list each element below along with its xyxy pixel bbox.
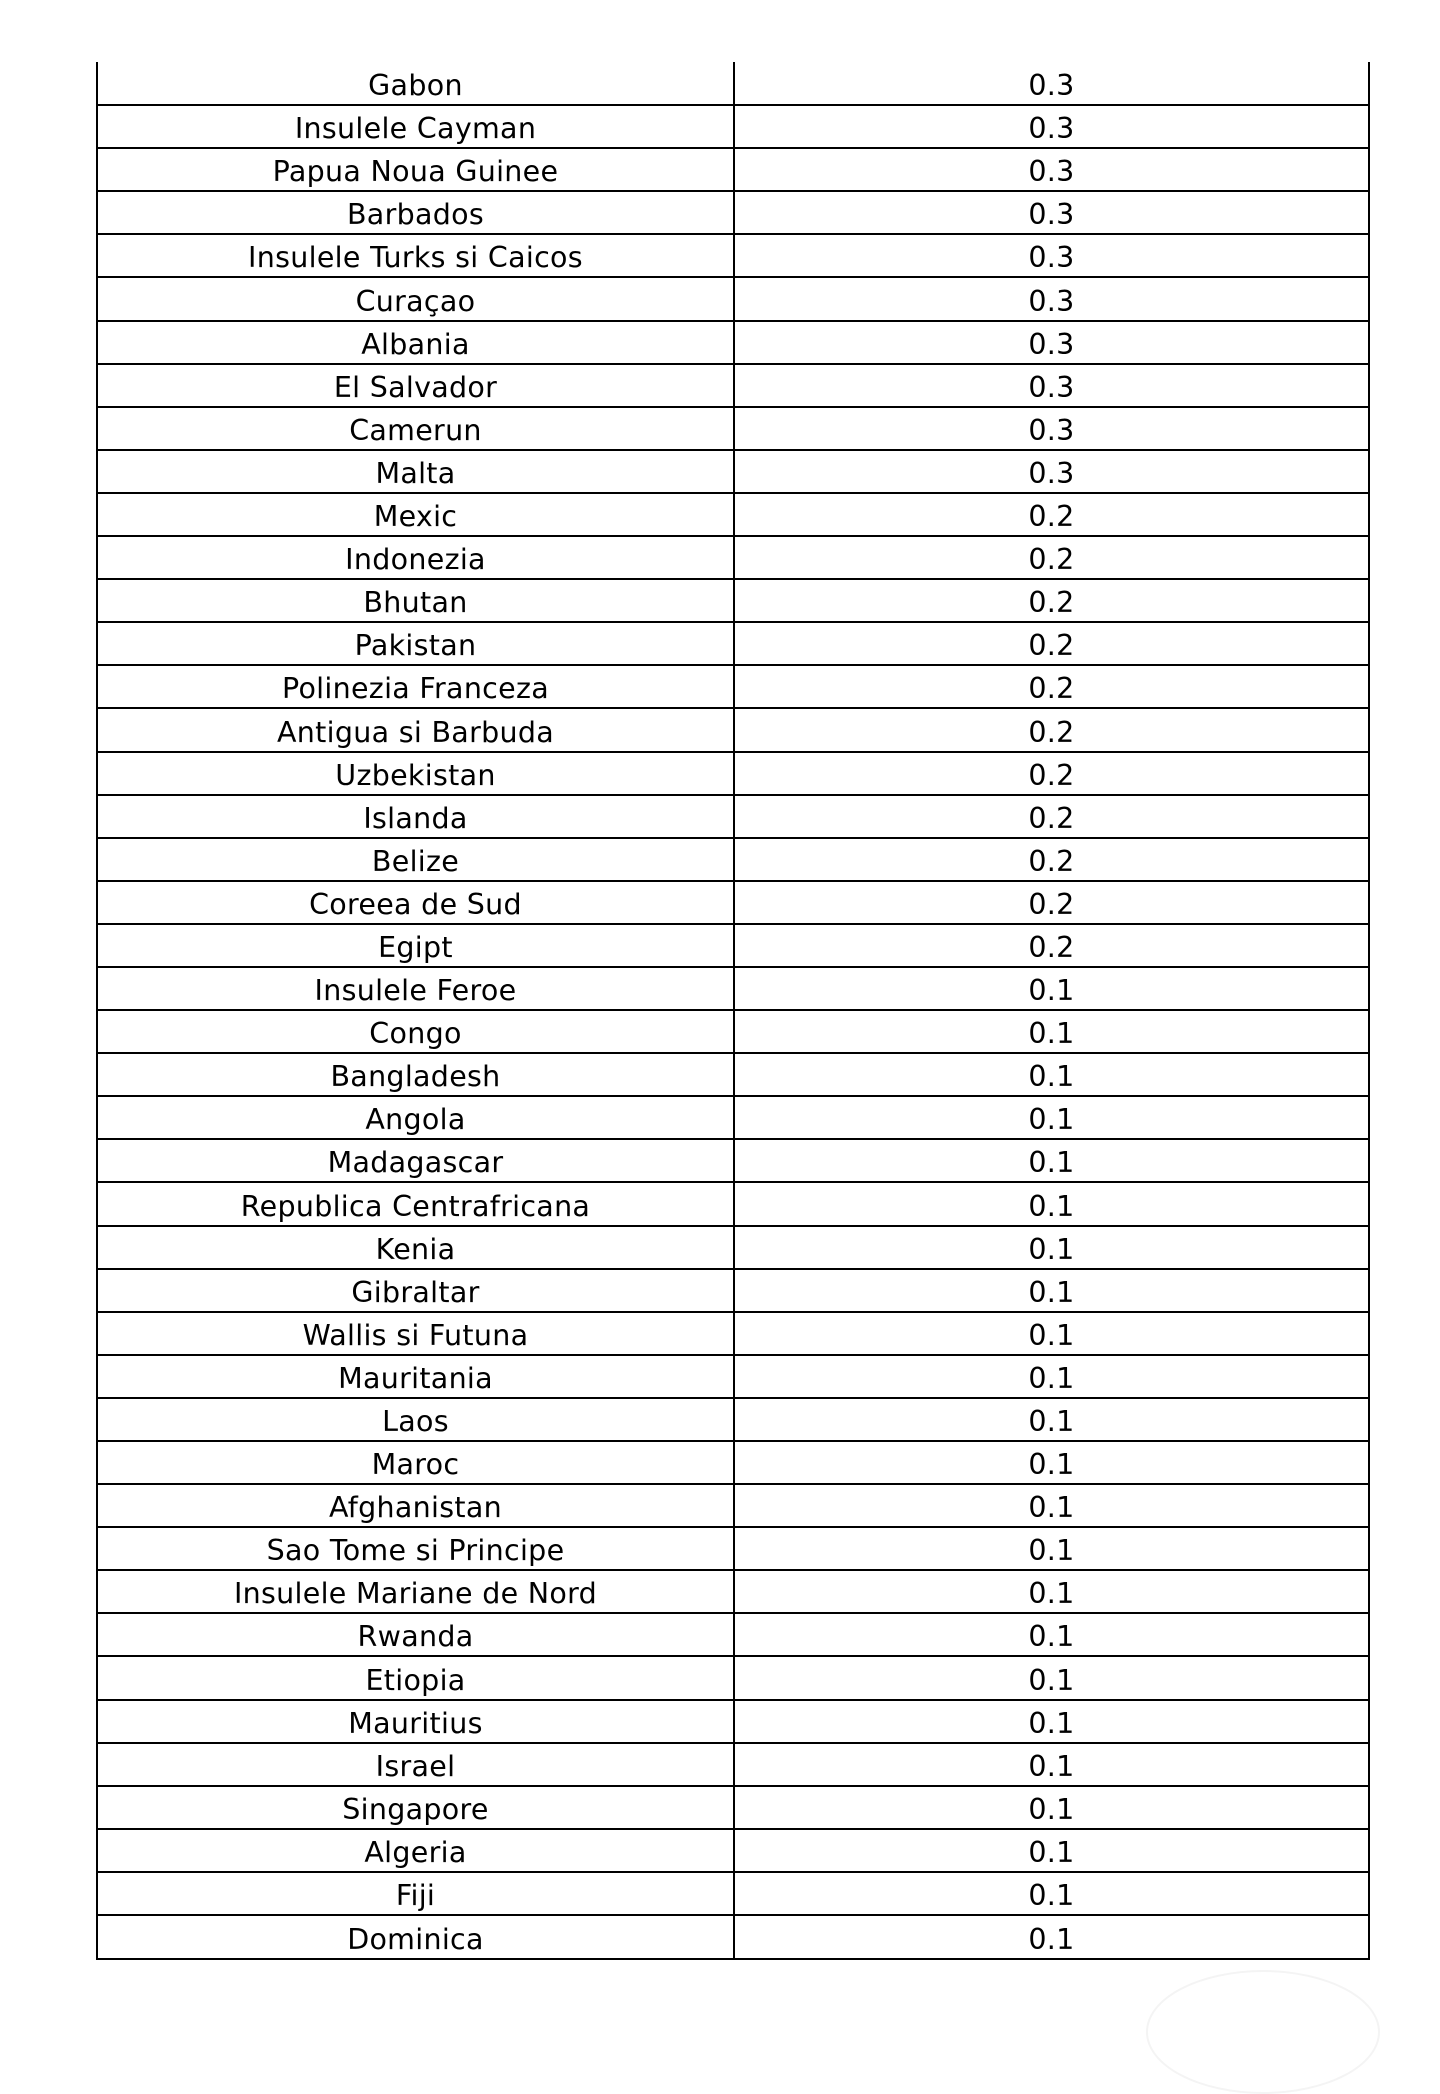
country-cell: Uzbekistan <box>98 752 734 795</box>
value-cell: 0.1 <box>734 1312 1368 1355</box>
country-cell: Insulele Turks si Caicos <box>98 234 734 277</box>
country-cell: Barbados <box>98 191 734 234</box>
table-row <box>98 191 1368 234</box>
value-cell: 0.1 <box>734 1355 1368 1398</box>
table-row <box>98 881 1368 924</box>
country-cell: Antigua si Barbuda <box>98 708 734 751</box>
country-cell: Wallis si Futuna <box>98 1312 734 1355</box>
country-cell: Republica Centrafricana <box>98 1182 734 1225</box>
table-row <box>98 105 1368 148</box>
value-cell: 0.2 <box>734 752 1368 795</box>
country-cell: Rwanda <box>98 1613 734 1656</box>
table-row <box>98 407 1368 450</box>
table-row <box>98 1355 1368 1398</box>
value-cell: 0.1 <box>734 1786 1368 1829</box>
country-cell: El Salvador <box>98 364 734 407</box>
country-cell: Insulele Feroe <box>98 967 734 1010</box>
value-cell: 0.1 <box>734 1139 1368 1182</box>
country-cell: Islanda <box>98 795 734 838</box>
table-row <box>98 321 1368 364</box>
value-cell: 0.1 <box>734 1441 1368 1484</box>
table-row <box>98 795 1368 838</box>
value-cell: 0.3 <box>734 321 1368 364</box>
table-row <box>98 1053 1368 1096</box>
country-cell: Kenia <box>98 1226 734 1269</box>
value-cell: 0.2 <box>734 536 1368 579</box>
data-table-container <box>96 62 1370 1960</box>
country-cell: Dominica <box>98 1915 734 1958</box>
table-row <box>98 1527 1368 1570</box>
value-cell: 0.3 <box>734 105 1368 148</box>
country-cell: Fiji <box>98 1872 734 1915</box>
table-row <box>98 838 1368 881</box>
country-cell: Mexic <box>98 493 734 536</box>
table-row <box>98 493 1368 536</box>
table-row <box>98 1441 1368 1484</box>
country-cell: Gabon <box>98 62 734 105</box>
value-cell: 0.3 <box>734 191 1368 234</box>
table-row <box>98 148 1368 191</box>
value-cell: 0.3 <box>734 407 1368 450</box>
value-cell: 0.2 <box>734 493 1368 536</box>
table-row <box>98 1398 1368 1441</box>
country-cell: Congo <box>98 1010 734 1053</box>
table-row <box>98 1182 1368 1225</box>
table-row <box>98 1484 1368 1527</box>
value-cell: 0.1 <box>734 967 1368 1010</box>
table-row <box>98 1570 1368 1613</box>
country-cell: Insulele Cayman <box>98 105 734 148</box>
table-row <box>98 1312 1368 1355</box>
value-cell: 0.2 <box>734 665 1368 708</box>
table-row <box>98 665 1368 708</box>
value-cell: 0.1 <box>1028 1923 1075 1957</box>
table-row <box>98 1656 1368 1699</box>
value-cell: 0.3 <box>734 364 1368 407</box>
country-cell: Algeria <box>98 1829 734 1872</box>
country-cell: Gibraltar <box>98 1269 734 1312</box>
table-row <box>98 62 1368 105</box>
country-cell: Coreea de Sud <box>98 881 734 924</box>
country-cell: Angola <box>98 1096 734 1139</box>
value-cell: 0.1 <box>734 1656 1368 1699</box>
value-cell: 0.3 <box>734 450 1368 493</box>
value-cell: 0.1 <box>734 1829 1368 1872</box>
table-row <box>98 1915 1368 1958</box>
table-row <box>98 536 1368 579</box>
value-cell: 0.1 <box>734 1053 1368 1096</box>
table-row <box>98 1096 1368 1139</box>
table-row <box>98 1743 1368 1786</box>
table-row <box>98 450 1368 493</box>
country-cell: Etiopia <box>98 1656 734 1699</box>
country-cell: Israel <box>98 1743 734 1786</box>
table-row <box>98 234 1368 277</box>
table-body <box>98 62 1368 1958</box>
country-cell: Afghanistan <box>98 1484 734 1527</box>
value-cell: 0.2 <box>734 838 1368 881</box>
country-cell: Sao Tome si Principe <box>98 1527 734 1570</box>
value-cell: 0.2 <box>734 795 1368 838</box>
country-cell: Laos <box>98 1398 734 1441</box>
table-row <box>98 967 1368 1010</box>
value-cell: 0.1 <box>734 1743 1368 1786</box>
table-row <box>98 1872 1368 1915</box>
country-cell: Insulele Mariane de Nord <box>98 1570 734 1613</box>
table-row <box>98 1226 1368 1269</box>
table-row <box>98 364 1368 407</box>
table-row <box>98 579 1368 622</box>
table-row <box>98 752 1368 795</box>
value-cell: 0.1 <box>734 1096 1368 1139</box>
country-cell: Curaçao <box>98 277 734 320</box>
table-row <box>98 1700 1368 1743</box>
value-cell: 0.1 <box>734 1613 1368 1656</box>
value-cell: 0.1 <box>734 1570 1368 1613</box>
country-cell: Maroc <box>98 1441 734 1484</box>
value-cell: 0.2 <box>734 708 1368 751</box>
value-cell: 0.1 <box>734 1527 1368 1570</box>
table-row <box>98 1613 1368 1656</box>
country-value-table <box>98 62 1368 1958</box>
table-row <box>98 1010 1368 1053</box>
table-row <box>98 1786 1368 1829</box>
table-row <box>98 1139 1368 1182</box>
value-cell: 0.2 <box>734 622 1368 665</box>
value-cell: 0.2 <box>734 579 1368 622</box>
country-cell: Malta <box>98 450 734 493</box>
value-cell: 0.2 <box>734 924 1368 967</box>
country-cell: Belize <box>98 838 734 881</box>
table-row <box>98 708 1368 751</box>
country-cell: Mauritania <box>98 1355 734 1398</box>
value-cell: 0.3 <box>734 277 1368 320</box>
country-cell: Madagascar <box>98 1139 734 1182</box>
page-corner-shadow <box>1146 1970 1380 2094</box>
table-row <box>98 1829 1368 1872</box>
value-cell: 0.1 <box>734 1010 1368 1053</box>
country-cell: Singapore <box>98 1786 734 1829</box>
table-row <box>98 277 1368 320</box>
country-cell: Bhutan <box>98 579 734 622</box>
table-row <box>98 622 1368 665</box>
country-cell: Egipt <box>98 924 734 967</box>
value-cell: 0.1 <box>734 1872 1368 1915</box>
country-cell: Mauritius <box>98 1700 734 1743</box>
value-cell: 0.1 <box>734 1484 1368 1527</box>
country-cell: Pakistan <box>98 622 734 665</box>
value-cell: 0.1 <box>734 1182 1368 1225</box>
country-cell: Indonezia <box>98 536 734 579</box>
value-cell: 0.1 <box>734 1398 1368 1441</box>
value-cell: 0.3 <box>734 148 1368 191</box>
table-row <box>98 924 1368 967</box>
country-cell: Albania <box>98 321 734 364</box>
country-cell: Papua Noua Guinee <box>98 148 734 191</box>
value-cell: 0.1 <box>734 1226 1368 1269</box>
country-cell: Bangladesh <box>98 1053 734 1096</box>
value-cell: 0.1 <box>734 1700 1368 1743</box>
value-cell: 0.1 <box>734 1269 1368 1312</box>
country-cell: Polinezia Franceza <box>98 665 734 708</box>
value-cell: 0.3 <box>734 62 1368 105</box>
value-cell: 0.2 <box>734 881 1368 924</box>
table-row <box>98 1269 1368 1312</box>
value-cell: 0.3 <box>734 234 1368 277</box>
country-cell: Camerun <box>98 407 734 450</box>
